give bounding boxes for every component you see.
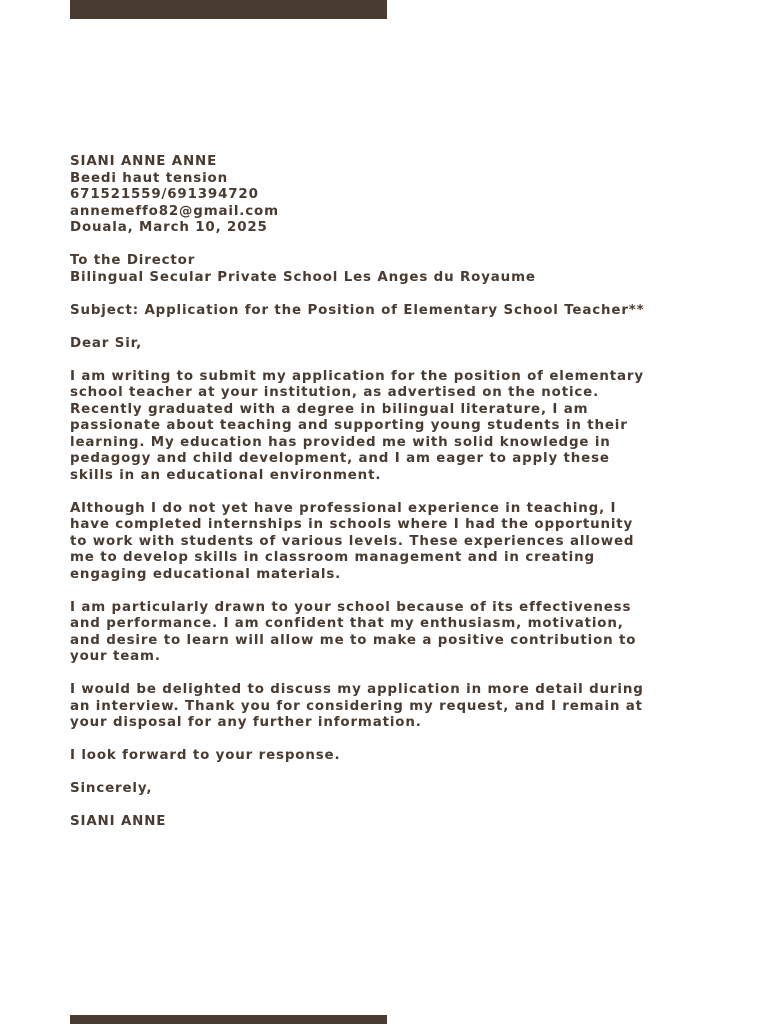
paragraph-4 (70, 682, 710, 732)
paragraph-line: and desire to learn will allow me to make a positive contribution to (70, 632, 637, 648)
paragraph-2 (70, 501, 710, 584)
paragraph-line: an interview. Thank you for considering my request, and I remain at (70, 698, 643, 714)
paragraph-line: I am writing to submit my application for the position of elementary (70, 368, 644, 384)
paragraph-1 (70, 369, 710, 485)
paragraph-line: to work with students of various levels. These experiences allowed (70, 533, 635, 549)
recipient-title: To the Director (70, 253, 196, 268)
place-date: Douala, March 10, 2025 (70, 220, 268, 235)
paragraph-line: your team. (70, 649, 161, 664)
sender-phone: 671521559/691394720 (70, 187, 259, 202)
paragraph-line: Recently graduated with a degree in bilingual literature, I am (70, 401, 589, 417)
paragraph-line: I am particularly drawn to your school because of its effectiveness (70, 599, 632, 615)
paragraph-line: Although I do not yet have professional experience in teaching, I (70, 500, 617, 516)
subject-line: Subject: Application for the Position of Elementary School Teacher** (70, 302, 645, 318)
paragraph-line: I would be delighted to discuss my application in more detail during (70, 682, 644, 697)
sender-name: SIANI ANNE ANNE (70, 154, 218, 169)
top-decorative-bar (70, 0, 387, 19)
salutation: Dear Sir, (70, 335, 143, 351)
recipient-organization: Bilingual Secular Private School Les Anges du Royaume (70, 269, 536, 285)
sign-off: Sincerely, (70, 781, 153, 796)
cover-letter (70, 154, 710, 831)
paragraph-line: me to develop skills in classroom management and in creating (70, 550, 595, 565)
paragraph-line: and performance. I am confident that my enthusiasm, motivation, (70, 616, 624, 631)
paragraph-line: learning. My education has provided me with solid knowledge in (70, 434, 611, 450)
paragraph-line: engaging educational materials. (70, 566, 342, 582)
bottom-decorative-bar (70, 1015, 387, 1024)
paragraph-line: have completed internships in schools where I had the opportunity (70, 517, 634, 532)
signature: SIANI ANNE (70, 814, 167, 829)
paragraph-line: your disposal for any further information. (70, 715, 422, 730)
paragraph-line: skills in an educational environment. (70, 467, 382, 483)
closing-line: I look forward to your response. (70, 748, 341, 763)
paragraph-line: school teacher at your institution, as advertised on the notice. (70, 385, 600, 400)
sender-email: annemeffo82@gmail.com (70, 203, 279, 219)
sender-address: Beedi haut tension (70, 170, 228, 186)
paragraph-line: passionate about teaching and supporting young students in their (70, 418, 628, 433)
paragraph-line: pedagogy and child development, and I am eager to apply these (70, 451, 610, 466)
paragraph-3 (70, 600, 710, 666)
